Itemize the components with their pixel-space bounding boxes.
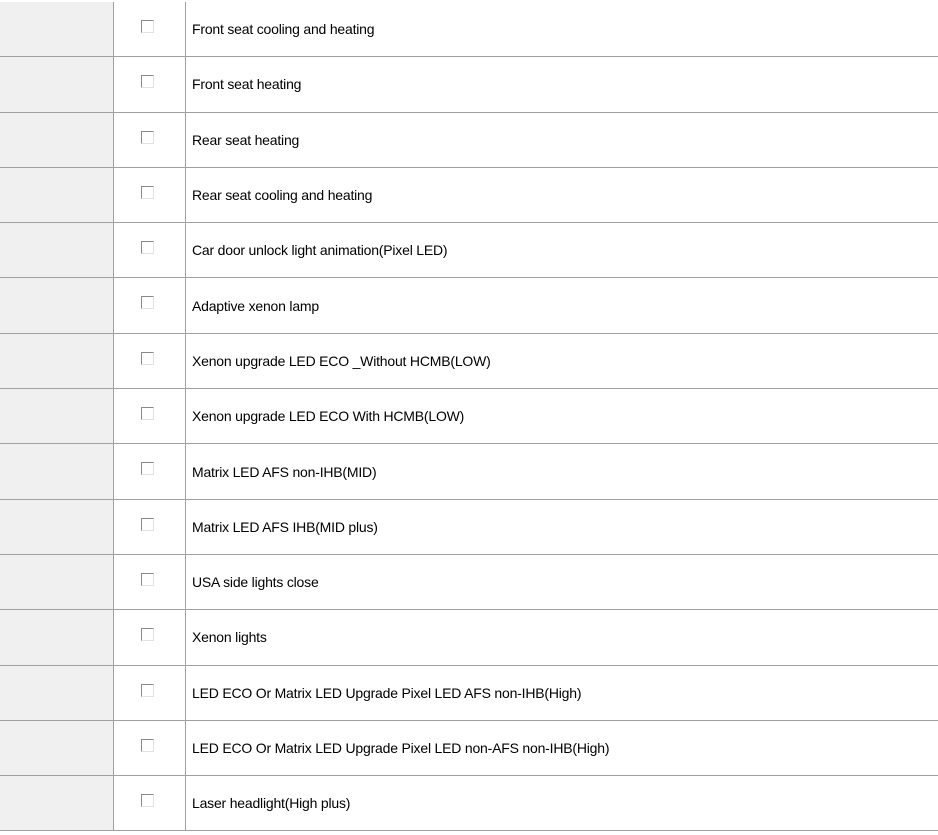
option-checkbox[interactable] bbox=[141, 407, 154, 420]
checkbox-cell bbox=[114, 113, 186, 167]
checkbox-cell bbox=[114, 610, 186, 664]
grid-row bbox=[0, 444, 938, 499]
option-label: Rear seat cooling and heating bbox=[186, 168, 938, 222]
grid-row bbox=[0, 57, 938, 112]
checkbox-cell bbox=[114, 500, 186, 554]
option-checkbox[interactable] bbox=[141, 573, 154, 586]
options-grid bbox=[0, 2, 938, 831]
option-checkbox[interactable] bbox=[141, 352, 154, 365]
option-checkbox[interactable] bbox=[141, 739, 154, 752]
checkbox-cell bbox=[114, 168, 186, 222]
grid-row bbox=[0, 168, 938, 223]
option-label: Xenon upgrade LED ECO With HCMB(LOW) bbox=[186, 389, 938, 443]
option-label: Matrix LED AFS IHB(MID plus) bbox=[186, 500, 938, 554]
option-checkbox[interactable] bbox=[141, 131, 154, 144]
option-checkbox[interactable] bbox=[141, 628, 154, 641]
option-label: LED ECO Or Matrix LED Upgrade Pixel LED non-AFS non-IHB(High) bbox=[186, 721, 938, 775]
checkbox-cell bbox=[114, 721, 186, 775]
row-header-cell[interactable] bbox=[0, 610, 114, 664]
checkbox-cell bbox=[114, 57, 186, 111]
checkbox-cell bbox=[114, 223, 186, 277]
row-header-cell[interactable] bbox=[0, 223, 114, 277]
option-label: Front seat heating bbox=[186, 57, 938, 111]
row-header-cell[interactable] bbox=[0, 334, 114, 388]
option-label: Laser headlight(High plus) bbox=[186, 776, 938, 830]
checkbox-cell bbox=[114, 278, 186, 332]
option-label: Rear seat heating bbox=[186, 113, 938, 167]
option-label: Car door unlock light animation(Pixel LED) bbox=[186, 223, 938, 277]
row-header-cell[interactable] bbox=[0, 776, 114, 830]
grid-row bbox=[0, 500, 938, 555]
option-checkbox[interactable] bbox=[141, 241, 154, 254]
option-checkbox[interactable] bbox=[141, 186, 154, 199]
option-checkbox[interactable] bbox=[141, 296, 154, 309]
checkbox-cell bbox=[114, 555, 186, 609]
row-header-cell[interactable] bbox=[0, 555, 114, 609]
option-checkbox[interactable] bbox=[141, 684, 154, 697]
option-checkbox[interactable] bbox=[141, 20, 154, 33]
option-checkbox[interactable] bbox=[141, 518, 154, 531]
checkbox-cell bbox=[114, 2, 186, 56]
row-header-cell[interactable] bbox=[0, 666, 114, 720]
row-header-cell[interactable] bbox=[0, 389, 114, 443]
row-header-cell[interactable] bbox=[0, 500, 114, 554]
grid-row bbox=[0, 334, 938, 389]
row-header-cell[interactable] bbox=[0, 278, 114, 332]
checkbox-cell bbox=[114, 776, 186, 830]
row-header-cell[interactable] bbox=[0, 2, 114, 56]
checkbox-cell bbox=[114, 444, 186, 498]
grid-row bbox=[0, 2, 938, 57]
grid-row bbox=[0, 389, 938, 444]
row-header-cell[interactable] bbox=[0, 113, 114, 167]
checkbox-cell bbox=[114, 334, 186, 388]
grid-row bbox=[0, 278, 938, 333]
grid-row bbox=[0, 610, 938, 665]
grid-row bbox=[0, 721, 938, 776]
grid-row bbox=[0, 223, 938, 278]
row-header-cell[interactable] bbox=[0, 57, 114, 111]
option-label: USA side lights close bbox=[186, 555, 938, 609]
option-label: Front seat cooling and heating bbox=[186, 2, 938, 56]
checkbox-cell bbox=[114, 389, 186, 443]
option-label: Adaptive xenon lamp bbox=[186, 278, 938, 332]
option-label: Xenon upgrade LED ECO _Without HCMB(LOW) bbox=[186, 334, 938, 388]
row-header-cell[interactable] bbox=[0, 444, 114, 498]
option-label: Xenon lights bbox=[186, 610, 938, 664]
grid-row bbox=[0, 113, 938, 168]
checkbox-cell bbox=[114, 666, 186, 720]
option-label: LED ECO Or Matrix LED Upgrade Pixel LED AFS non-IHB(High) bbox=[186, 666, 938, 720]
grid-row bbox=[0, 776, 938, 831]
grid-row bbox=[0, 555, 938, 610]
option-label: Matrix LED AFS non-IHB(MID) bbox=[186, 444, 938, 498]
option-checkbox[interactable] bbox=[141, 75, 154, 88]
row-header-cell[interactable] bbox=[0, 721, 114, 775]
grid-row bbox=[0, 666, 938, 721]
row-header-cell[interactable] bbox=[0, 168, 114, 222]
option-checkbox[interactable] bbox=[141, 462, 154, 475]
option-checkbox[interactable] bbox=[141, 794, 154, 807]
